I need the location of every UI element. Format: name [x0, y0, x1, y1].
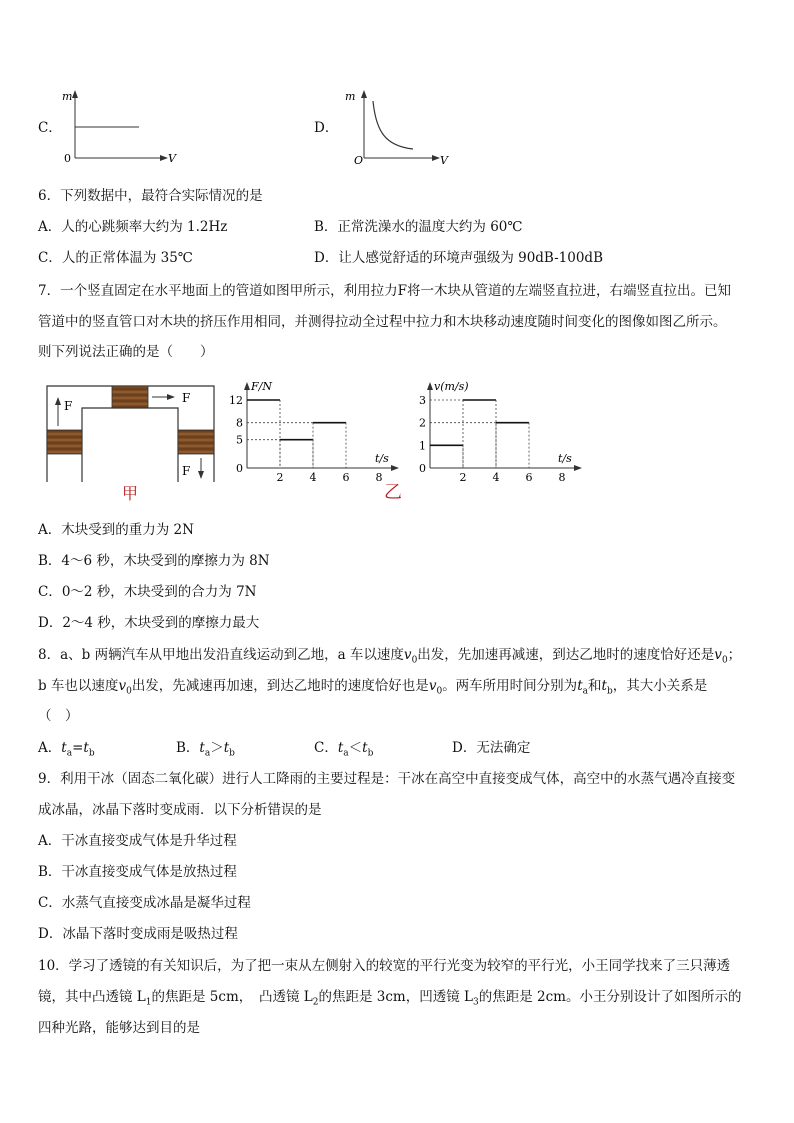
q8-option-b: B．$t_a>t_b$: [176, 740, 235, 759]
q5-graph-c: [60, 86, 180, 168]
force-chart-ytick-5: 5: [236, 433, 243, 447]
q7-chart-force: [225, 380, 415, 490]
q8-option-c: C．$t_a<t_b$: [314, 740, 374, 759]
velocity-chart-xtick-6: 6: [525, 471, 533, 484]
q7-option-d: D．2～4 秒，木块受到的摩擦力最大: [38, 615, 260, 631]
q6-stem: 6．下列数据中，最符合实际情况的是: [38, 188, 263, 204]
graph-c-origin: 0: [64, 152, 71, 165]
block-top: [112, 386, 148, 408]
q8-stem-line3: （ ）: [38, 708, 79, 724]
q5-option-c-label: C．: [38, 120, 62, 136]
figure-jia-label: 甲: [122, 484, 139, 503]
q7-stem-line1: 7．一个竖直固定在水平地面上的管道如图甲所示，利用拉力F将一木块从管道的左端竖直拉进，右端竖直拉出。已知: [38, 283, 731, 299]
graph-c-x-label: V: [168, 152, 176, 165]
q9-option-c: C．水蒸气直接变成冰晶是凝华过程: [38, 895, 251, 911]
velocity-chart-xlabel: t/s: [558, 452, 572, 465]
force-label-left: F: [64, 399, 73, 413]
figure-yi-label: 乙: [384, 482, 402, 503]
q7-chart-velocity: [408, 380, 598, 490]
q8-stem-line1: 8．a、b 两辆汽车从甲地出发沿直线运动到乙地，a 车以速度$v_0$出发，先加速再减速，到达乙地时的速度恰好还是$v_0$；: [38, 647, 742, 666]
graph-c-y-label: m: [62, 90, 73, 103]
velocity-chart-x-arrow: [574, 465, 582, 471]
q7-option-b: B．4～6 秒，木块受到的摩擦力为 8N: [38, 553, 270, 569]
q7-option-c: C．0～2 秒，木块受到的合力为 7N: [38, 584, 257, 600]
q8-option-d: D．无法确定: [452, 740, 531, 756]
force-chart-xtick-2: 2: [276, 471, 284, 484]
force-chart-xtick-8: 8: [375, 471, 383, 484]
q10-stem-line1: 10．学习了透镜的有关知识后，为了把一束从左侧射入的较宽的平行光变为较窄的平行光，小王同学找来了三只薄透: [38, 958, 731, 974]
force-chart-y-arrow: [244, 382, 250, 390]
velocity-chart-xtick-2: 2: [459, 471, 467, 484]
velocity-chart-xtick-8: 8: [558, 471, 566, 484]
block-right: [178, 430, 214, 454]
q6-option-b: B．正常洗澡水的温度大约为 60℃: [314, 219, 523, 235]
q6-option-a: A．人的心跳频率大约为 1.2Hz: [38, 219, 228, 235]
q9-stem-line1: 9．利用干冰（固态二氧化碳）进行人工降雨的主要过程是：干冰在高空中直接变成气体，高空中的水蒸气遇冷直接变: [38, 771, 736, 787]
force-label-right: F: [182, 464, 191, 478]
q5-option-d-label: D．: [314, 120, 339, 136]
q7-figure-jia: [42, 378, 222, 503]
block-left: [47, 430, 82, 454]
q7-stem-line3: 则下列说法正确的是（ ）: [38, 344, 214, 360]
velocity-chart-ylabel: v(m/s): [434, 380, 469, 393]
q9-stem-line2: 成冰晶，冰晶下落时变成雨．以下分析错误的是: [38, 802, 322, 818]
force-chart-x-arrow: [391, 465, 399, 471]
force-chart-ylabel: F/N: [251, 380, 272, 393]
graph-d-y-label: m: [345, 90, 356, 103]
velocity-chart-ytick-2: 2: [419, 416, 426, 430]
velocity-chart-y-arrow: [427, 382, 433, 390]
velocity-chart-xtick-4: 4: [492, 471, 500, 484]
q10-stem-line2: 镜，其中凸透镜 $L_1$的焦距是 5cm， 凸透镜 $L_2$的焦距是 3cm，凹透镜 $L_3$的焦距是 2cm。小王分别设计了如图所示的: [38, 989, 742, 1008]
q6-option-c: C．人的正常体温为 35℃: [38, 250, 193, 266]
force-chart-xtick-6: 6: [342, 471, 350, 484]
velocity-chart-ytick-0: 0: [419, 462, 426, 475]
force-chart-ytick-12: 12: [229, 394, 243, 407]
q7-stem-line2: 管道中的竖直管口对木块的挤压作用相同，并测得拉动全过程中拉力和木块移动速度随时间变化的图像如图乙所示。: [38, 314, 727, 330]
force-label-top: F: [182, 391, 191, 405]
velocity-chart-ytick-1: 1: [419, 439, 426, 453]
q9-option-d: D．冰晶下落时变成雨是吸热过程: [38, 926, 238, 942]
q6-option-d: D．让人感觉舒适的环境声强级为 90dB-100dB: [314, 250, 603, 266]
q9-option-a: A．干冰直接变成气体是升华过程: [38, 833, 237, 849]
q5-graph-d: [340, 86, 460, 168]
velocity-chart-ytick-3: 3: [419, 394, 426, 407]
q8-option-a: A．$t_a=t_b$: [38, 740, 95, 759]
force-chart-ytick-0: 0: [236, 462, 243, 475]
q10-stem-line3: 四种光路，能够达到目的是: [38, 1020, 200, 1036]
graph-d-x-label: V: [440, 154, 448, 167]
graph-d-origin: O: [354, 154, 364, 167]
force-chart-xtick-4: 4: [309, 471, 317, 484]
q8-stem-line2: b 车也以速度$v_0$出发，先减速再加速，到达乙地时的速度恰好也是$v_0$。两车所用时间分别为$t_a$和$t_b$，其大小关系是: [38, 678, 708, 697]
q9-option-b: B．干冰直接变成气体是放热过程: [38, 864, 237, 880]
force-chart-xlabel: t/s: [375, 452, 389, 465]
q7-option-a: A．木块受到的重力为 2N: [38, 522, 194, 538]
force-chart-ytick-8: 8: [236, 416, 243, 430]
